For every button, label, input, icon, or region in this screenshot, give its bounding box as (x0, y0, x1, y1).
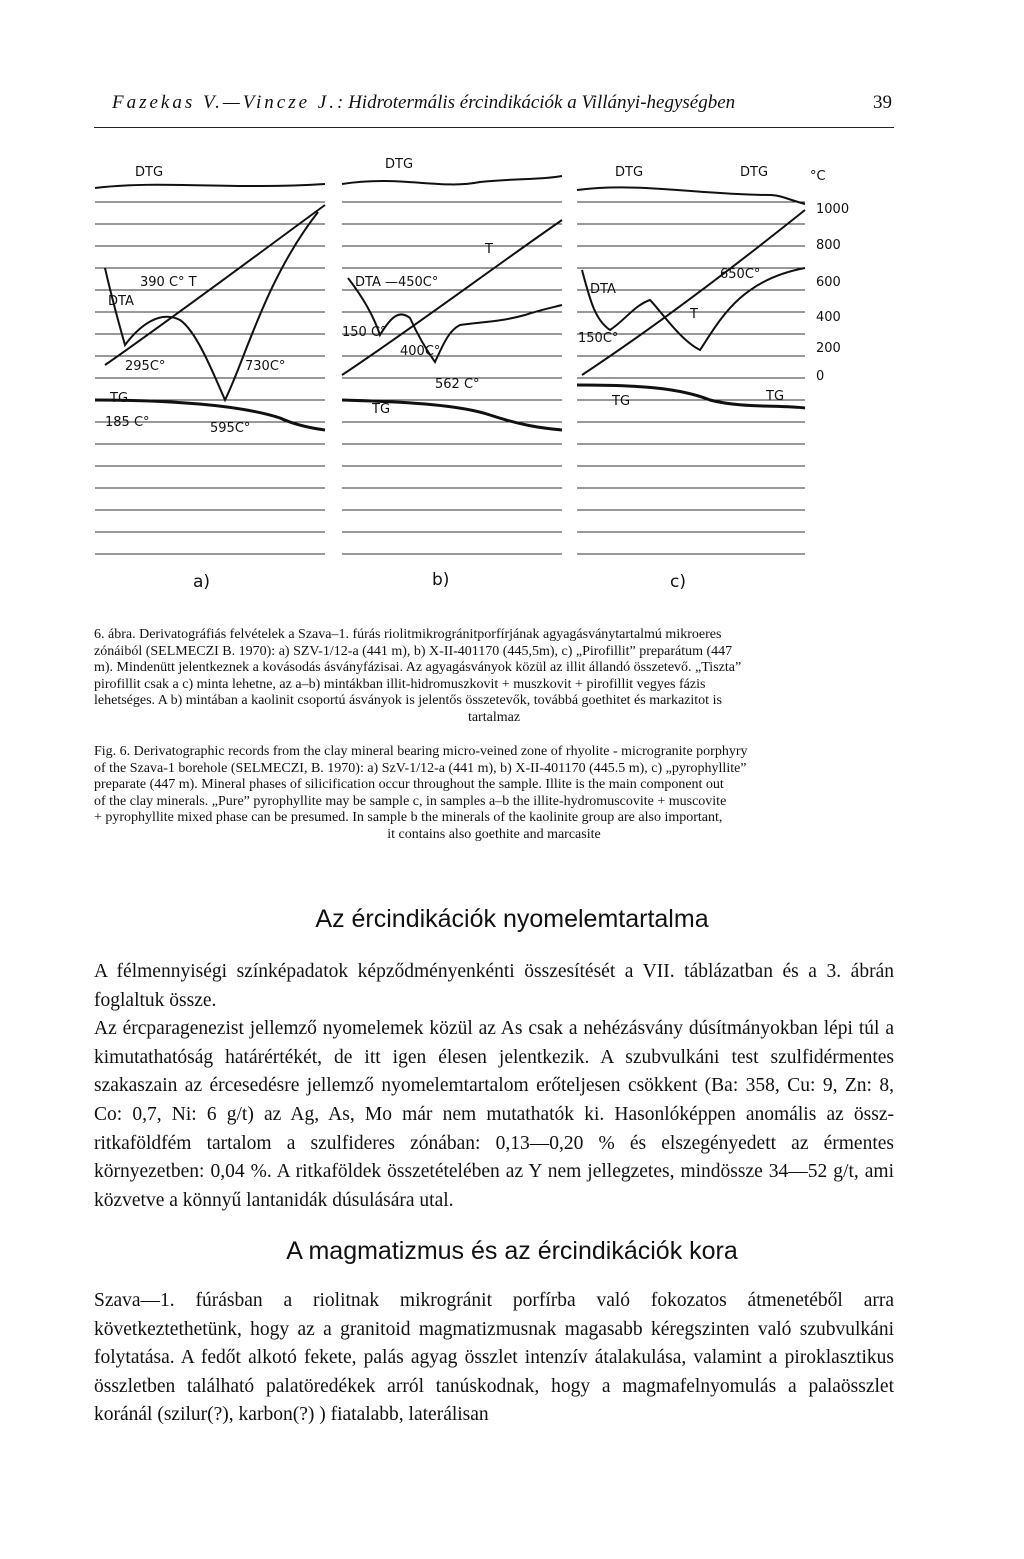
label-b-tg: TG (372, 402, 391, 417)
label-c-tg2: TG (766, 389, 785, 404)
caption-en-line: preparate (447 m). Mineral phases of silicification occur throughout the sample. Illite is the main component out (94, 777, 724, 793)
header-title: Hidrotermális ércindikációk a Villányi-hegységben (348, 92, 736, 113)
derivatogram-figure (80, 150, 880, 600)
paragraph: Az ércparagenezist jellemző nyomelemek közül az As csak a nehézásvány dúsítmányokban lépi túl a kimutathatóság határértékét, de itt igen élesen jelentkezik. A szubvulkáni test szulfidérmentes szakaszain az ércesedésre jellemző nyomelemtartalom erőteljesen csökkent (Ba: 358, Cu: 9, Zn: 8, Co: 0,7, Ni: 6 g/t) az Ag, As, Mo már nem mutathatók ki. Hasonlóképpen anomális az össz-ritkaföldfém tartalom a szulfideres zónában: 0,13—0,20 % és elszegényedett az érmentes környezetben: 0,04 %. A ritkaföldek összetételében az Y nem jellegzetes, mindössze 34—52 g/t, ami közvetve a könnyű lantanidák dúsulására utal. (94, 1018, 894, 1211)
section-body-age (94, 1287, 894, 1430)
caption-hu-line: pirofillit csak a c) minta lehetne, az a–b) mintákban illit-hidromuszkovit + muszkovit + pirofillit vegyes fázis (94, 676, 706, 692)
section-heading-age: A magmatizmus és az ércindikációk kora (286, 1237, 738, 1265)
label-dtg-a: DTG (135, 165, 164, 180)
caption-hu-line: lehetséges. A b) mintában a kaolinit csoportú ásványok is jelentős összetevők, továbbá goethitet és markazitot is (94, 693, 722, 709)
label-deg-unit: °C (810, 169, 826, 184)
label-a-tg: TG (110, 391, 129, 406)
caption-english (94, 744, 894, 844)
tick-0: 0 (816, 369, 825, 384)
label-a-390: 390 C° T (140, 275, 197, 290)
derivatogram-svg (80, 150, 880, 600)
caption-en-line: + pyrophyllite mixed phase can be presumed. In sample b the minerals of the kaolinite group are also important, (94, 810, 723, 826)
panel-label-a: a) (193, 572, 211, 592)
panel-label-c: c) (670, 572, 686, 592)
caption-en-line: of the Szava-1 borehole (SELMECZI, B. 1970): a) SzV-1/12-a (441 m), b) X-II-401170 (445.5 m), c) „pyrophyllite” (94, 760, 747, 776)
label-c-tg1: TG (612, 394, 631, 409)
tick-600: 600 (816, 275, 841, 290)
caption-hu-line: m). Mindenütt jelentkeznek a kovásodás ásványfázisai. Az agyagásványok közül az illit állandó összetevő. „Tiszta” (94, 660, 742, 676)
tick-200: 200 (816, 341, 841, 356)
section-body-trace-elements (94, 958, 894, 1215)
label-c-150: 150C° (578, 331, 619, 346)
header-authors: Fazekas V.—Vincze J. (112, 92, 337, 113)
dtg-curve-b (342, 176, 562, 184)
caption-hu-line: tartalmaz (467, 709, 521, 725)
tick-1000: 1000 (816, 202, 850, 217)
paragraph: Szava—1. fúrásban a riolitnak mikrogránit porfírba való fokozatos átmenetéből arra következtethetünk, hogy az a granitoid magmatizmusnak magasabb kéregszinten való szubvulkáni folytatása. A fedőt alkotó fekete, palás agyag összlet intenzív átalakulása, valamint a piroklasztikus összletben található palatöredékek arról tanúskodnak, hogy a magmafelnyomulás a palaösszlet koránál (szilur(?), karbon(?) ) fiatalabb, laterálisan (94, 1290, 894, 1426)
label-a-185: 185 C° (105, 415, 150, 430)
dtg-curve-a (95, 184, 325, 188)
section-heading-trace-elements: Az ércindikációk nyomelemtartalma (315, 905, 709, 933)
label-b-150: 150 C° (342, 325, 387, 340)
label-a-dta: DTA (108, 294, 134, 309)
label-b-dta: DTA —450C° (355, 275, 439, 290)
label-c-dta: DTA (590, 282, 616, 297)
label-b-562: 562 C° (435, 377, 480, 392)
paragraph: A félmennyiségi színképadatok képződményenkénti összesítését a VII. táblázatban és a 3. ábrán foglaltuk össze. (94, 961, 894, 1011)
label-a-595: 595C° (210, 421, 251, 436)
label-a-730: 730C° (245, 359, 286, 374)
label-b-t: T (485, 242, 493, 257)
caption-en-line: of the clay minerals. „Pure” pyrophyllite may be sample c, in samples a–b the illite-hydromuscovite + muscovite (94, 793, 727, 809)
label-b-400: 400C° (400, 344, 441, 359)
caption-en-line: it contains also goethite and marcasite (387, 826, 601, 842)
page-number: 39 (873, 92, 892, 113)
caption-hu-line: 6. ábra. Derivatográfiás felvételek a Szava–1. fúrás riolitmikrogránitporfírjának agyagásványtartalmú mikroeres (94, 627, 722, 642)
panel-label-b: b) (432, 570, 450, 590)
label-a-295: 295C° (125, 359, 166, 374)
label-c-650: 650C° (720, 267, 761, 282)
caption-en-line: Fig. 6. Derivatographic records from the clay mineral bearing micro-veined zone of rhyolite - microgranite porphyry (94, 744, 748, 759)
caption-hungarian (94, 627, 894, 727)
label-dtg-c1: DTG (615, 165, 644, 180)
running-header: Fazekas V.—Vincze J.: Hidrotermális ércindikációk a Villányi-hegységben 39 (112, 92, 892, 113)
t-curve-b (342, 220, 562, 375)
header-rule (94, 127, 894, 128)
label-dtg-b: DTG (385, 157, 414, 172)
t-curve-a (105, 205, 325, 365)
label-c-t: T (690, 307, 698, 322)
caption-hu-line: zónáiból (SELMECZI B. 1970): a) SZV-1/12-a (441 m), b) X-II-401170 (445,5m), c) „Pirofillit” preparátum (447 (94, 643, 733, 659)
tick-400: 400 (816, 310, 841, 325)
tick-800: 800 (816, 238, 841, 253)
label-dtg-c2: DTG (740, 165, 769, 180)
